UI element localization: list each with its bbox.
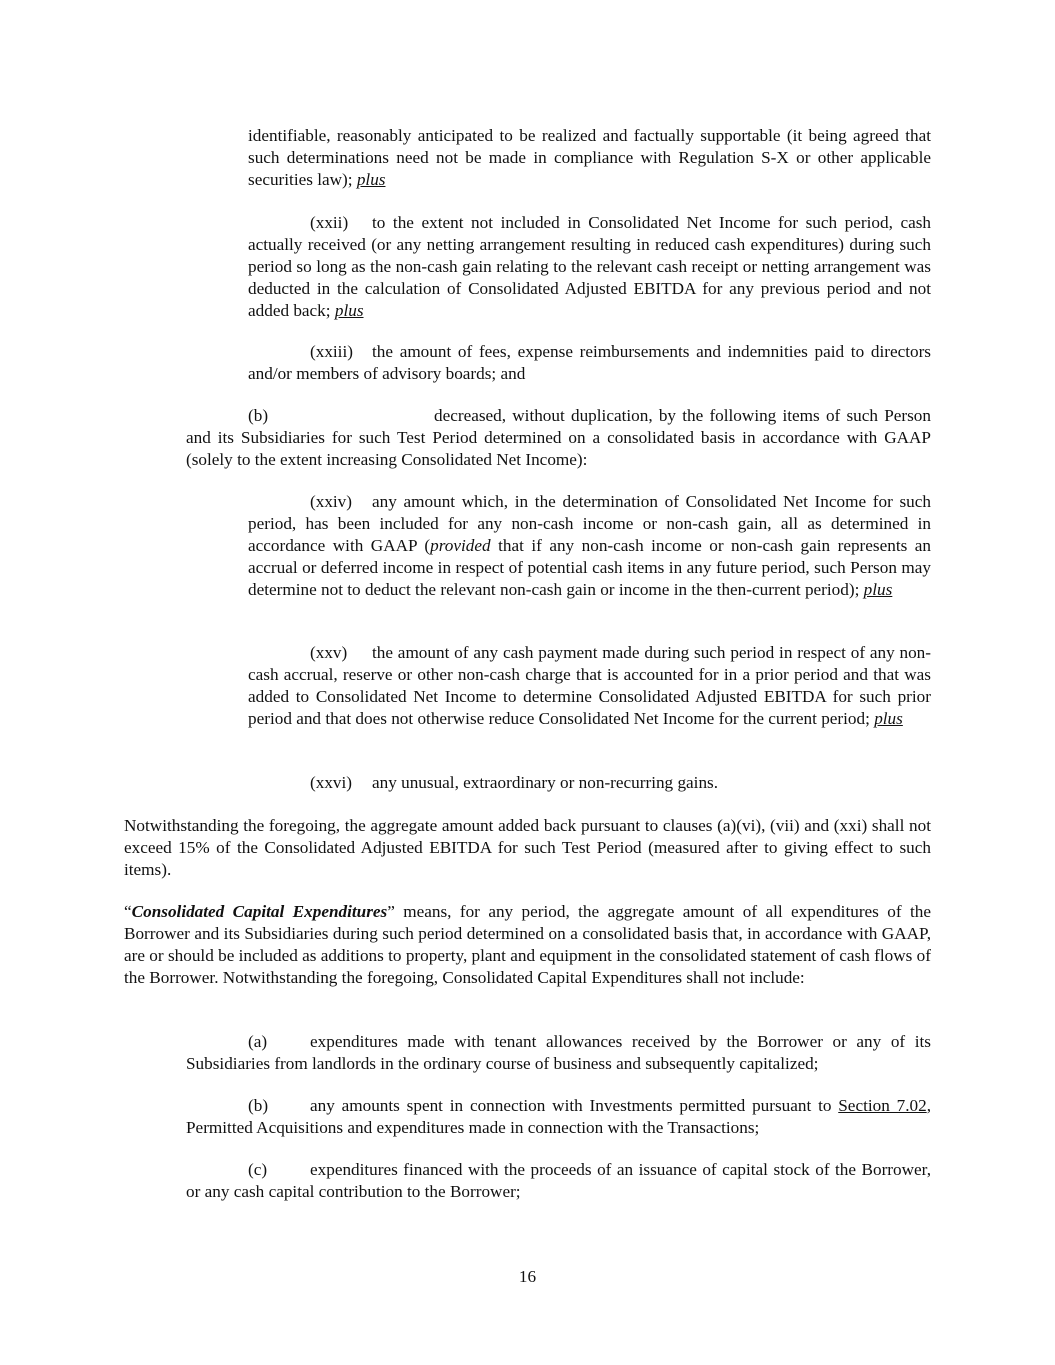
clause-number: (xxvi) bbox=[310, 773, 353, 792]
clause-xxv bbox=[248, 642, 931, 730]
paragraph-text: any amounts spent in connection with Investments permitted pursuant to bbox=[310, 1096, 839, 1115]
clause-number: (xxii) bbox=[310, 213, 349, 232]
paragraph-text: the amount of fees, expense reimbursements and indemnities paid to directors and/or members of advisory boards; and bbox=[248, 342, 931, 383]
paragraph-text: to the extent not included in Consolidated Net Income for such period, cash actually received (or any netting arrangement resulting in reduced cash expenditures) during such period so long as the non-cash gain relating to the relevant cash receipt or netting arrangement was deducted in the calculation of Consolidated Adjusted EBITDA for any previous period and not added back; bbox=[248, 213, 931, 320]
paragraph-text-cont: , Permitted Acquisitions and expenditures made in connection with the Transactions; bbox=[186, 1096, 931, 1137]
notwithstanding-paragraph bbox=[124, 815, 931, 881]
paragraph-text: any amount which, in the determination of Consolidated Net Income for such period, has been included for any non-cash income or non-cash gain, all as determined in accordance with GAAP ( bbox=[248, 492, 931, 555]
clause-xxiii bbox=[248, 341, 931, 385]
paragraph-text: Notwithstanding the foregoing, the aggregate amount added back pursuant to clauses (a)(vi), (vii) and (xxi) shall not exceed 15% of the Consolidated Adjusted EBITDA for such Test Period (measured after to giving effect to such items). bbox=[124, 816, 931, 879]
clause-xxiv bbox=[248, 491, 931, 601]
plus-term: plus bbox=[356, 170, 386, 189]
provided-term: provided bbox=[430, 536, 491, 555]
plus-term: plus bbox=[863, 580, 893, 599]
paragraph-text-cont: that if any non-cash income or non-cash gain represents an accrual or deferred income in respect of potential cash items in any future period, such Person may determine not to deduct the relevant non-cash gain or income in the then-current period); bbox=[248, 536, 931, 599]
exclusion-b bbox=[186, 1095, 931, 1139]
definition-consolidated-capital-expenditures bbox=[124, 901, 931, 989]
clause-number: (c) bbox=[248, 1160, 268, 1179]
clause-number: (b) bbox=[248, 406, 269, 425]
section-reference: Section 7.02 bbox=[838, 1096, 927, 1115]
paragraph-text: expenditures financed with the proceeds of an issuance of capital stock of the Borrower, or any cash capital contribution to the Borrower; bbox=[186, 1160, 931, 1201]
exclusion-c bbox=[186, 1159, 931, 1203]
page-number: 16 bbox=[518, 1267, 537, 1286]
paragraph-continuation bbox=[248, 125, 931, 191]
paragraph-text: identifiable, reasonably anticipated to be realized and factually supportable (it being agreed that such determinations need not be made in compliance with Regulation S-X or other applicable securities law); bbox=[248, 126, 931, 189]
clause-number: (xxiv) bbox=[310, 492, 353, 511]
plus-term: plus bbox=[874, 709, 903, 728]
exclusion-a bbox=[186, 1031, 931, 1075]
paragraph-text: any unusual, extraordinary or non-recurring gains. bbox=[372, 773, 719, 792]
open-quote: “ bbox=[124, 902, 132, 921]
clause-xxii bbox=[248, 212, 931, 322]
clause-number: (a) bbox=[248, 1032, 268, 1051]
plus-term: plus bbox=[334, 301, 364, 320]
clause-number: (b) bbox=[248, 1096, 269, 1115]
clause-number: (xxiii) bbox=[310, 342, 353, 361]
paragraph-text: expenditures made with tenant allowances received by the Borrower or any of its Subsidiaries from landlords in the ordinary course of business and subsequently capitalized; bbox=[186, 1032, 931, 1073]
clause-number: (xxv) bbox=[310, 643, 348, 662]
defined-term: Consolidated Capital Expenditures bbox=[131, 902, 388, 921]
paragraph-text: ” means, for any period, the aggregate amount of all expenditures of the Borrower and its Subsidiaries during such period determined on a consolidated basis that, in accordance with GAAP, are or should be included as additions to property, plant and equipment in the consolidated statement of cash flows of the Borrower. Notwithstanding the foregoing, Consolidated Capital Expenditures shall not include: bbox=[124, 902, 931, 987]
clause-b-decreased bbox=[186, 405, 931, 471]
clause-xxvi bbox=[248, 772, 931, 794]
paragraph-text: the amount of any cash payment made during such period in respect of any non-cash accrual, reserve or other non-cash charge that is accounted for in a prior period and that was added to Consolidated Net Income to determine Consolidated Adjusted EBITDA for such prior period and that does not otherwise reduce Consolidated Net Income for the current period; bbox=[248, 643, 931, 728]
paragraph-text: decreased, without duplication, by the following items of such Person and its Subsidiaries for such Test Period determined on a consolidated basis in accordance with GAAP (solely to the extent increasing Consolidated Net Income): bbox=[186, 406, 931, 469]
